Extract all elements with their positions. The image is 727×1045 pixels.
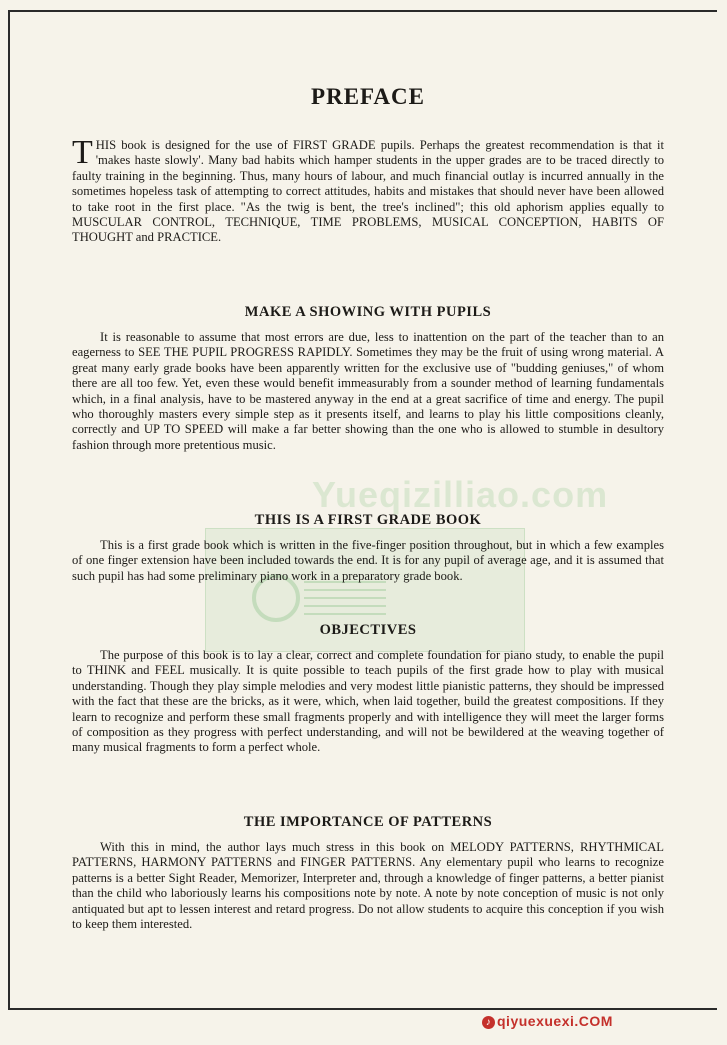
watermark-text: Yueqizilliao.com <box>312 474 609 515</box>
site-logo-icon: ♪ <box>482 1016 495 1029</box>
footer-watermark-text: qiyuexuexi.COM <box>497 1013 613 1029</box>
section-text-showing: It is reasonable to assume that most errors are due, less to inattention on the part of the teacher than to an eagerness to SEE THE PUPIL PROGRESS RAPIDLY. Sometimes they may be the fruit of using wrong material. A great many early grade books have been apparently written for the exclusive use of "budding geniuses," of whom there are all too few. Yet, even these would benefit immeasurably from a sounder method of learning fundamentals which, in a final analysis, have to be mastered anyway in the end at a great sacrifice of time and energy. The pupil who thoroughly masters every simple step as it presents itself, and learns to play his little compositions cleanly, correctly and UP TO SPEED will make a far better showing than the one who is allowed to stumble in desultory fashion through more pretentious music. <box>72 330 664 452</box>
page-title: PREFACE <box>311 84 425 109</box>
section-heading-first-grade: THIS IS A FIRST GRADE BOOK <box>254 512 482 528</box>
section-text-objectives: The purpose of this book is to lay a clear, correct and complete foundation for piano study, to enable the pupil to THINK and FEEL musically. It is quite possible to teach pupils of the first grade how to play with musical understanding. Though they play simple melodies and very modest little pianistic patterns, they should be impressed with the fact that these are the bricks, as it were, which, when laid together, build the greatest compositions. If they learn to recognize and perform these small fragments properly and with intelligence they will meet the larger forms of composition as they progress with perfect understanding, and will not be bewildered at the weaving together of many musical fragments to form a perfect whole. <box>72 648 664 755</box>
intro-text: HIS book is designed for the use of FIRST GRADE pupils. Perhaps the greatest recommendation is that it 'makes haste slowly'. Many bad habits which hamper students in the upper grades are to be traced directly to faulty training in the beginning. Thus, many hours of labour, and much financial outlay is incurred annually in the sometimes hopeless task of attempting to correct attitudes, habits and mistakes that should never have been allowed to take root in the first place. "As the twig is bent, the tree's inclined"; this old aphorism applies equally to MUSCULAR CONTROL, TECHNIQUE, TIME PROBLEMS, MUSICAL CONCEPTION, HABITS OF THOUGHT and PRACTICE. <box>72 138 664 245</box>
section-text-first-grade: This is a first grade book which is written in the five-finger position throughout, but in which a few examples of one finger extension have been included towards the end. It is for any pupil of average age, and it is assumed that such pupil has had some preliminary piano work in a preparatory grade book. <box>72 538 664 583</box>
drop-cap: T <box>72 134 93 171</box>
page-border-bottom <box>8 1008 717 1010</box>
footer-watermark <box>482 1013 613 1029</box>
section-heading-showing: MAKE A SHOWING WITH PUPILS <box>244 304 492 320</box>
section-heading-patterns: THE IMPORTANCE OF PATTERNS <box>243 814 493 830</box>
section-heading-objectives: OBJECTIVES <box>319 622 417 638</box>
section-text-patterns: With this in mind, the author lays much stress in this book on MELODY PATTERNS, RHYTHMICAL PATTERNS, HARMONY PATTERNS and FINGER PATTERNS. Any elementary pupil who learns to recognize patterns is a better Sight Reader, Memorizer, Interpreter and, through a knowledge of finger patterns, a better pianist than the child who laboriously learns his compositions note by note. A note by note conception of music is not only antiquated but apt to lessen interest and retard progress. Do not allow students to acquire this conception if you wish to keep them interested. <box>72 840 664 932</box>
page-border-top <box>8 10 717 12</box>
intro-paragraph <box>72 134 664 246</box>
page-border-left <box>8 10 10 1008</box>
